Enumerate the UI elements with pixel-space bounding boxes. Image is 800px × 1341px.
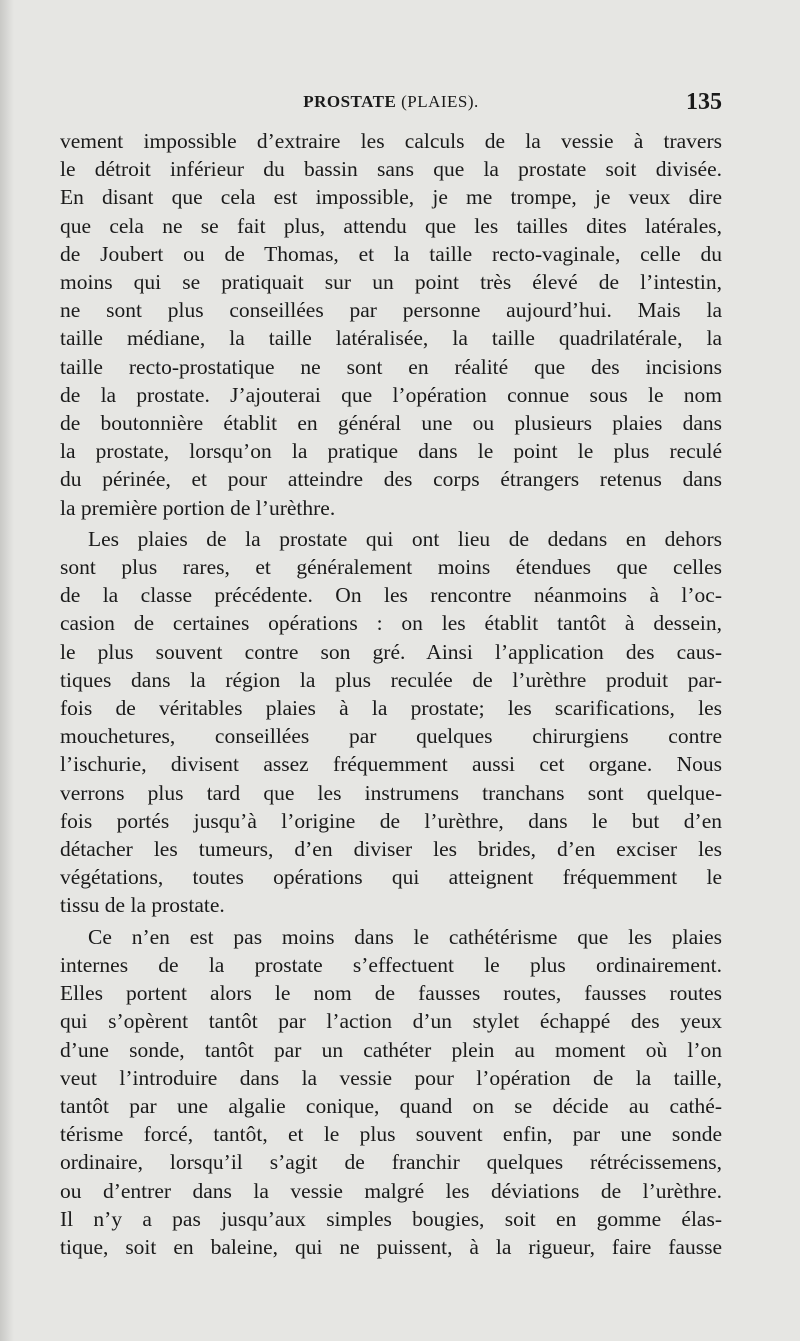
- text-line: tantôt par une algalie conique, quand on se décide au cathé-: [60, 1093, 722, 1118]
- text-line: de la classe précédente. On les rencontre néanmoins à l’oc-: [60, 583, 722, 608]
- text-line: fois portés jusqu’à l’origine de l’urèthre, dans le but d’en: [60, 808, 722, 833]
- text-line: que cela ne se fait plus, attendu que les tailles dites latérales,: [60, 213, 722, 238]
- paragraph-3: [60, 923, 722, 1261]
- page-number: 135: [686, 89, 722, 115]
- running-title: PROSTATE: [303, 92, 397, 111]
- running-subtitle: (PLAIES).: [401, 92, 479, 111]
- text-line: térisme forcé, tantôt, et le plus souvent enfin, par une sonde: [60, 1122, 722, 1147]
- text-line: détacher les tumeurs, d’en diviser les brides, d’en exciser les: [60, 837, 722, 862]
- text-line: veut l’introduire dans la vessie pour l’opération de la taille,: [60, 1065, 722, 1090]
- text-line: fois de véritables plaies à la prostate; les scarifications, les: [60, 696, 722, 721]
- paragraph-2: [60, 525, 722, 920]
- body-text: [60, 127, 722, 1261]
- text-line: tissu de la prostate.: [60, 893, 225, 918]
- text-line: de Joubert ou de Thomas, et la taille recto-vaginale, celle du: [60, 241, 722, 266]
- text-line: végétations, toutes opérations qui atteignent fréquemment le: [60, 865, 722, 890]
- text-line: du périnée, et pour atteindre des corps étrangers retenus dans: [60, 467, 722, 492]
- text-line: tiques dans la région la plus reculée de l’urèthre produit par-: [60, 667, 722, 692]
- text-line: vement impossible d’extraire les calculs de la vessie à travers: [60, 129, 722, 153]
- text-line: taille médiane, la taille latéralisée, la taille quadrilatérale, la: [60, 326, 722, 351]
- text-line: le détroit inférieur du bassin sans que la prostate soit divisée.: [60, 157, 722, 182]
- text-line: casion de certaines opérations : on les établit tantôt à dessein,: [60, 611, 722, 636]
- text-line: ne sont plus conseillées par personne aujourd’hui. Mais la: [60, 298, 722, 323]
- text-line: Ce n’en est pas moins dans le cathétérisme que les plaies: [88, 924, 722, 949]
- text-line: tique, soit en baleine, qui ne puissent, à la rigueur, faire fausse: [60, 1234, 722, 1259]
- text-line: de boutonnière établit en général une ou plusieurs plaies dans: [60, 411, 722, 436]
- text-line: de la prostate. J’ajouterai que l’opération connue sous le nom: [60, 382, 722, 407]
- text-line: Elles portent alors le nom de fausses routes, fausses routes: [60, 981, 722, 1006]
- text-line: moins qui se pratiquait sur un point très élevé de l’intestin,: [60, 270, 722, 295]
- text-line: internes de la prostate s’effectuent le plus ordinairement.: [60, 952, 722, 977]
- text-line: ordinaire, lorsqu’il s’agit de franchir quelques rétrécissemens,: [60, 1150, 722, 1175]
- running-head: [60, 92, 722, 112]
- text-line: Les plaies de la prostate qui ont lieu de dedans en dehors: [88, 526, 722, 551]
- text-line: le plus souvent contre son gré. Ainsi l’application des caus-: [60, 639, 722, 664]
- text-line: sont plus rares, et généralement moins étendues que celles: [60, 555, 722, 580]
- text-line: En disant que cela est impossible, je me trompe, je veux dire: [60, 185, 722, 210]
- text-line: l’ischurie, divisent assez fréquemment aussi cet organe. Nous: [60, 752, 722, 777]
- text-line: verrons plus tard que les instrumens tranchans sont quelque-: [60, 780, 722, 805]
- text-line: qui s’opèrent tantôt par l’action d’un stylet échappé des yeux: [60, 1009, 722, 1034]
- text-line: mouchetures, conseillées par quelques chirurgiens contre: [60, 724, 722, 749]
- page-edge-shadow: [0, 0, 14, 1341]
- text-line: Il n’y a pas jusqu’aux simples bougies, soit en gomme élas-: [60, 1206, 722, 1231]
- paragraph-1: [60, 127, 722, 522]
- text-line: la prostate, lorsqu’on la pratique dans le point le plus reculé: [60, 439, 722, 464]
- text-line: d’une sonde, tantôt par un cathéter plein au moment où l’on: [60, 1037, 722, 1062]
- text-line: ou d’entrer dans la vessie malgré les déviations de l’urèthre.: [60, 1178, 722, 1203]
- page-header: [60, 89, 722, 122]
- text-line: la première portion de l’urèthre.: [60, 495, 336, 520]
- text-line: taille recto-prostatique ne sont en réalité que des incisions: [60, 354, 722, 379]
